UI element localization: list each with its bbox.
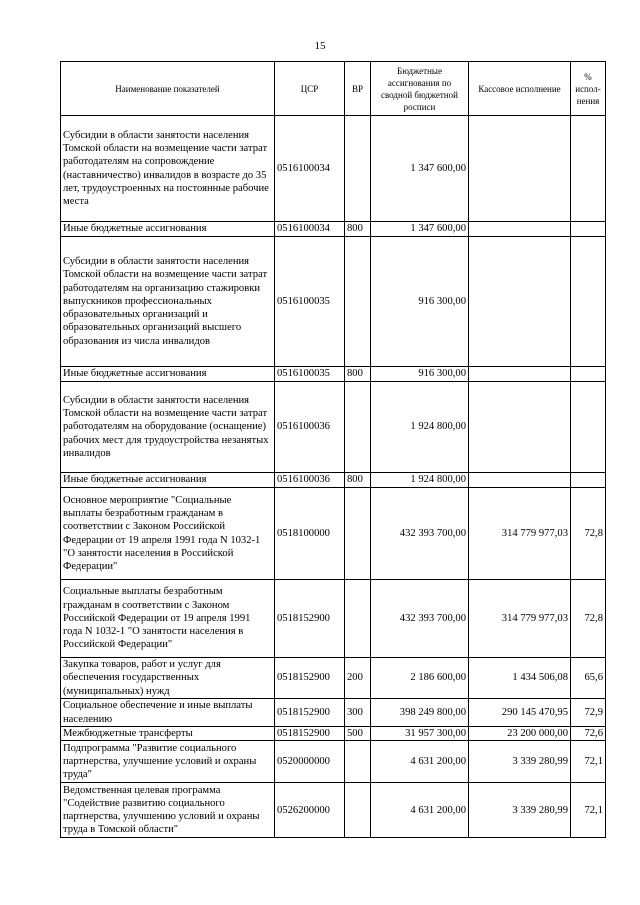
row-budget: 2 186 600,00 [371, 658, 469, 699]
row-budget: 432 393 700,00 [371, 580, 469, 658]
row-pct: 72,8 [571, 488, 606, 580]
table-row [61, 727, 606, 741]
row-name: Подпрограмма "Развитие социального партнерства, улучшение условий и охраны труда" [61, 741, 275, 783]
row-pct: 65,6 [571, 658, 606, 699]
table-row [61, 580, 606, 658]
row-vr: 800 [345, 222, 371, 237]
row-vr [345, 741, 371, 783]
row-name: Социальное обеспечение и иные выплаты населению [61, 699, 275, 727]
row-csr: 0518152900 [275, 727, 345, 741]
row-pct [571, 116, 606, 222]
row-budget: 916 300,00 [371, 367, 469, 382]
header-csr: ЦСР [275, 62, 345, 116]
row-name: Основное мероприятие "Социальные выплаты безработным гражданам в соответствии с Законом Российской Федерации от 19 апреля 1991 года N 1032-1 "О занятости населения в Российской Федерации" [61, 488, 275, 580]
row-pct [571, 367, 606, 382]
row-budget: 4 631 200,00 [371, 741, 469, 783]
row-name: Иные бюджетные ассигнования [61, 222, 275, 237]
table-row [61, 473, 606, 488]
row-vr: 500 [345, 727, 371, 741]
row-cash: 290 145 470,95 [469, 699, 571, 727]
header-budget: Бюджетные ассигнования по сводной бюджетной росписи [371, 62, 469, 116]
row-csr: 0516100034 [275, 222, 345, 237]
row-vr [345, 488, 371, 580]
header-name: Наименование показателей [61, 62, 275, 116]
row-vr [345, 382, 371, 473]
row-vr [345, 237, 371, 367]
row-cash [469, 367, 571, 382]
header-pct: % испол-нения [571, 62, 606, 116]
row-budget: 1 924 800,00 [371, 473, 469, 488]
row-vr: 800 [345, 473, 371, 488]
row-csr: 0518152900 [275, 658, 345, 699]
row-csr: 0516100036 [275, 382, 345, 473]
row-csr: 0516100034 [275, 116, 345, 222]
row-csr: 0518100000 [275, 488, 345, 580]
row-pct [571, 473, 606, 488]
row-budget: 4 631 200,00 [371, 783, 469, 838]
table-row [61, 783, 606, 838]
row-name: Субсидии в области занятости населения Томской области на возмещение части затрат работодателям на оборудование (оснащение) рабочих мест для трудоустройства незанятых инвалидов [61, 382, 275, 473]
row-csr: 0516100035 [275, 237, 345, 367]
row-cash [469, 222, 571, 237]
row-budget: 1 924 800,00 [371, 382, 469, 473]
row-cash: 314 779 977,03 [469, 580, 571, 658]
row-csr: 0520000000 [275, 741, 345, 783]
row-vr: 200 [345, 658, 371, 699]
table-row [61, 488, 606, 580]
row-name: Социальные выплаты безработным гражданам в соответствии с Законом Российской Федерации от 19 апреля 1991 года N 1032-1 "О занятости населения в Российской Федерации" [61, 580, 275, 658]
row-budget: 432 393 700,00 [371, 488, 469, 580]
row-pct: 72,6 [571, 727, 606, 741]
row-name: Иные бюджетные ассигнования [61, 367, 275, 382]
row-budget: 916 300,00 [371, 237, 469, 367]
header-row [61, 62, 606, 116]
row-pct [571, 382, 606, 473]
table-row [61, 237, 606, 367]
row-pct: 72,8 [571, 580, 606, 658]
row-name: Закупка товаров, работ и услуг для обеспечения государственных (муниципальных) нужд [61, 658, 275, 699]
row-vr [345, 783, 371, 838]
row-name: Межбюджетные трансферты [61, 727, 275, 741]
row-vr [345, 116, 371, 222]
row-csr: 0518152900 [275, 699, 345, 727]
row-cash [469, 382, 571, 473]
row-pct [571, 222, 606, 237]
row-budget: 398 249 800,00 [371, 699, 469, 727]
row-csr: 0518152900 [275, 580, 345, 658]
header-cash: Кассовое исполнение [469, 62, 571, 116]
row-name: Ведомственная целевая программа "Содействие развитию социального партнерства, улучшению условий и охраны труда в Томской области" [61, 783, 275, 838]
row-vr: 800 [345, 367, 371, 382]
row-cash [469, 473, 571, 488]
table-row [61, 116, 606, 222]
row-pct: 72,1 [571, 783, 606, 838]
row-cash: 23 200 000,00 [469, 727, 571, 741]
row-budget: 1 347 600,00 [371, 222, 469, 237]
row-pct [571, 237, 606, 367]
row-budget: 1 347 600,00 [371, 116, 469, 222]
row-name: Субсидии в области занятости населения Томской области на возмещение части затрат работодателям на сопровождение (наставничество) инвалидов в возрасте до 35 лет, трудоустроенных на постоянные рабочие места [61, 116, 275, 222]
header-vr: ВР [345, 62, 371, 116]
row-cash: 1 434 506,08 [469, 658, 571, 699]
table-row [61, 658, 606, 699]
row-cash: 3 339 280,99 [469, 783, 571, 838]
table-row [61, 741, 606, 783]
table-row [61, 222, 606, 237]
row-budget: 31 957 300,00 [371, 727, 469, 741]
row-csr: 0516100035 [275, 367, 345, 382]
row-name: Иные бюджетные ассигнования [61, 473, 275, 488]
budget-execution-table [60, 61, 606, 838]
row-vr [345, 580, 371, 658]
row-cash: 3 339 280,99 [469, 741, 571, 783]
table-row [61, 382, 606, 473]
row-pct: 72,1 [571, 741, 606, 783]
table-row [61, 367, 606, 382]
row-cash: 314 779 977,03 [469, 488, 571, 580]
row-pct: 72,9 [571, 699, 606, 727]
row-cash [469, 116, 571, 222]
row-vr: 300 [345, 699, 371, 727]
page-number: 15 [314, 40, 326, 52]
row-csr: 0526200000 [275, 783, 345, 838]
row-cash [469, 237, 571, 367]
row-name: Субсидии в области занятости населения Томской области на возмещение части затрат работодателям на организацию стажировки выпускников профессиональных образовательных организаций и образовательных организаций высшего образования из числа инвалидов [61, 237, 275, 367]
table-row [61, 699, 606, 727]
row-csr: 0516100036 [275, 473, 345, 488]
